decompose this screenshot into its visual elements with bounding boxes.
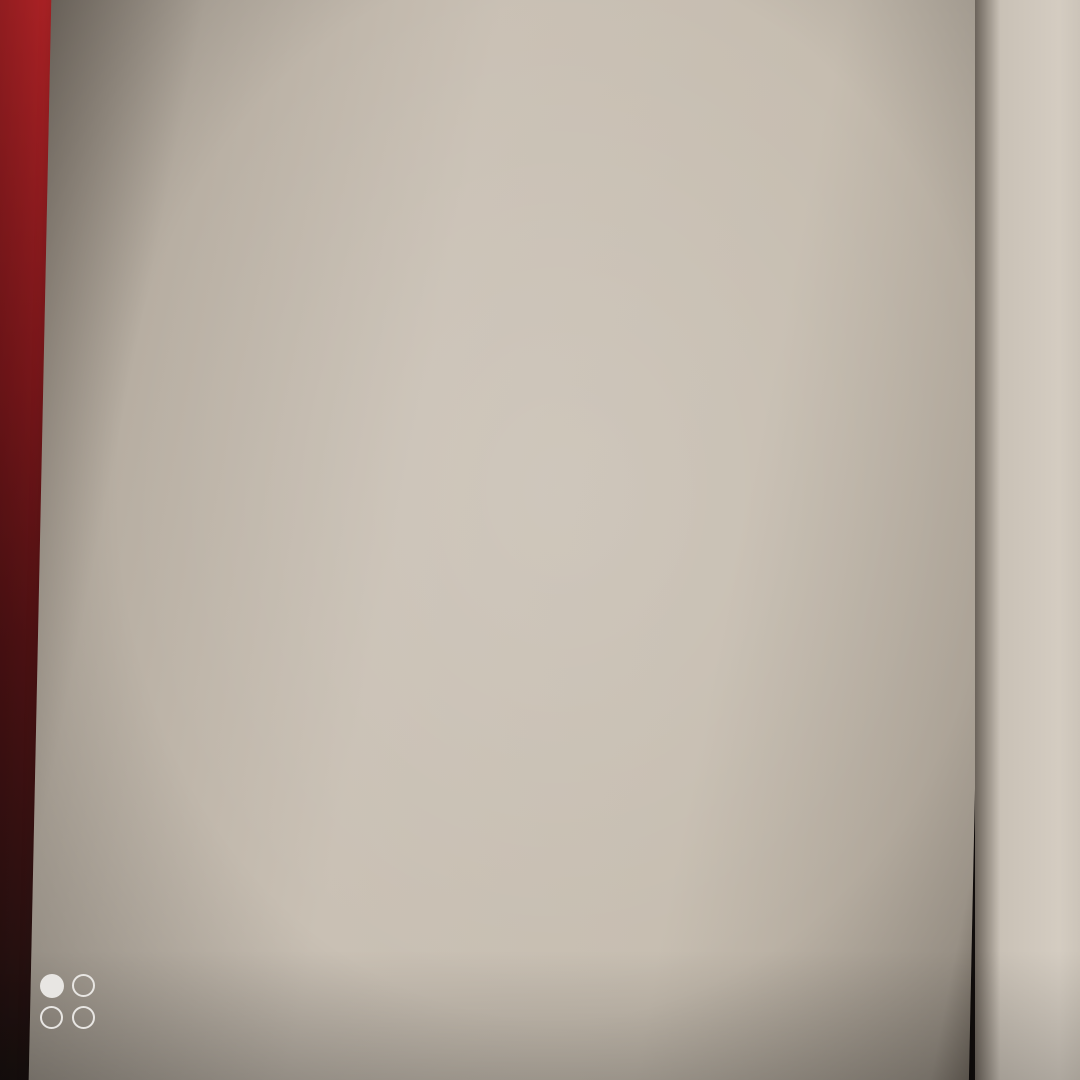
camera-watermark [38,972,120,1036]
page-text [144,0,929,211]
camera-logo-icon [38,972,102,1036]
next-page-edge [975,0,1080,1080]
bottom-shadow [0,950,1080,1080]
chapter-heading [146,60,928,166]
